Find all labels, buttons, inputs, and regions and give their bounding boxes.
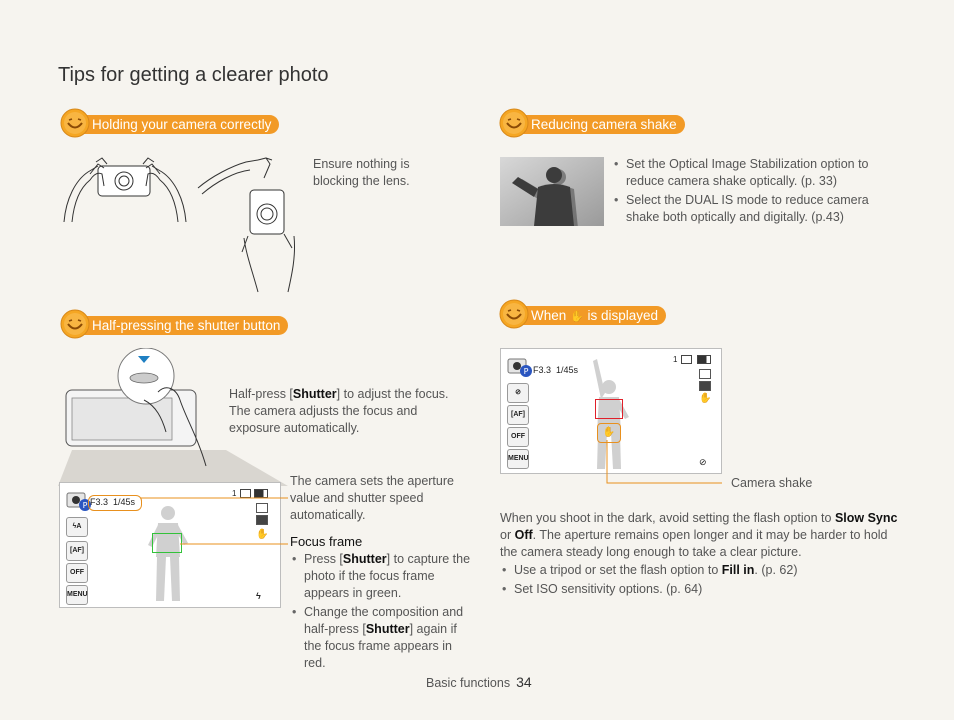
list-item: • Change the composition and half-press [Shutter] again if the focus frame appears in red. (290, 604, 475, 672)
battery-icon (697, 355, 711, 364)
hand-shake-icon: ✋ (699, 393, 712, 404)
aperture-note: The camera sets the aperture value and shutter speed automatically. (290, 474, 454, 522)
menu-button: MENU (66, 585, 88, 605)
list-item: • Set ISO sensitivity options. (p. 64) (500, 581, 900, 598)
hand-shake-icon: ✋ (570, 311, 584, 323)
focus-frame-notes (290, 533, 475, 674)
camera-shake-callout-line (600, 440, 730, 488)
camera-shake-callout: Camera shake (731, 476, 813, 490)
camera-mode-icon (507, 355, 533, 377)
half-press-text: Half-press [Shutter] to adjust the focus. The camera adjusts the focus and exposure automatically. (229, 387, 449, 435)
heading-holding-camera (64, 115, 279, 134)
list-item: • Select the DUAL IS mode to reduce camera shake both optically and digitally. (p.43) (612, 192, 887, 226)
when-displayed-paragraph: When you shoot in the dark, avoid setting the flash option to Slow Sync or Off. The aperture remains open longer and it may be harder to hold the camera steady long enough to take a clear picture. • Use a tripod or set the flash option to Fill in. (p. 62) • Set ISO sensitivity options. (p. 64) (500, 510, 900, 600)
quality-icon (699, 381, 711, 391)
blurred-person-photo (500, 157, 604, 226)
page-footer (426, 674, 532, 690)
heading-when-displayed (503, 306, 666, 325)
heading-label: Holding your camera correctly (92, 117, 272, 132)
holding-text: Ensure nothing is blocking the lens. (313, 157, 410, 188)
flash-menu-icon: ϟA (66, 517, 88, 537)
shot-count: 1 (232, 489, 237, 498)
smiley-icon (60, 108, 90, 138)
svg-text:P: P (82, 501, 88, 510)
exposure-highlight (88, 495, 142, 511)
shot-count: 1 (673, 355, 678, 364)
flash-menu-icon: ⊘ (507, 383, 529, 403)
resolution-icon (699, 369, 711, 379)
smiley-icon (60, 309, 90, 339)
list-item: • Press [Shutter] to capture the photo if the focus frame appears in green. (290, 551, 475, 602)
smiley-icon (499, 299, 529, 329)
menu-button: MENU (507, 449, 529, 469)
hand-shake-warning-icon: ✋ (597, 423, 621, 443)
list-item: • Set the Optical Image Stabilization option to reduce camera shake optically. (p. 33) (612, 156, 887, 190)
timer-menu-icon: OFF (66, 563, 88, 583)
page-title: Tips for getting a clearer photo (58, 64, 329, 86)
memory-icon (681, 355, 692, 364)
heading-half-press (64, 316, 288, 335)
footer-section: Basic functions (426, 676, 511, 690)
smiley-icon (499, 108, 529, 138)
page-number: 34 (516, 674, 532, 690)
focus-menu-icon: [AF] (66, 541, 88, 561)
exposure-readout: F3.3 1/45s (90, 497, 136, 507)
heading-label: Half-pressing the shutter button (92, 318, 281, 333)
heading-reducing-shake (503, 115, 685, 134)
holding-camera-illustration (62, 152, 302, 294)
flash-icon: ϟ (256, 591, 261, 601)
svg-text:P: P (523, 367, 529, 376)
heading-label-pre: When (531, 308, 567, 323)
heading-label: Reducing camera shake (531, 117, 677, 132)
focus-frame-title: Focus frame (290, 534, 363, 549)
callout-lines (140, 490, 300, 550)
flash-off-icon: ⊘ (699, 457, 707, 467)
focus-menu-icon: [AF] (507, 405, 529, 425)
exposure-readout: F3.3 1/45s (533, 365, 579, 375)
reducing-bullets (612, 156, 887, 228)
timer-menu-icon: OFF (507, 427, 529, 447)
focus-frame (595, 399, 623, 419)
heading-label-post: is displayed (587, 308, 659, 323)
list-item: • Use a tripod or set the flash option to Fill in. (p. 62) (500, 562, 900, 579)
hand-shake-icon: ✋ (256, 529, 269, 540)
